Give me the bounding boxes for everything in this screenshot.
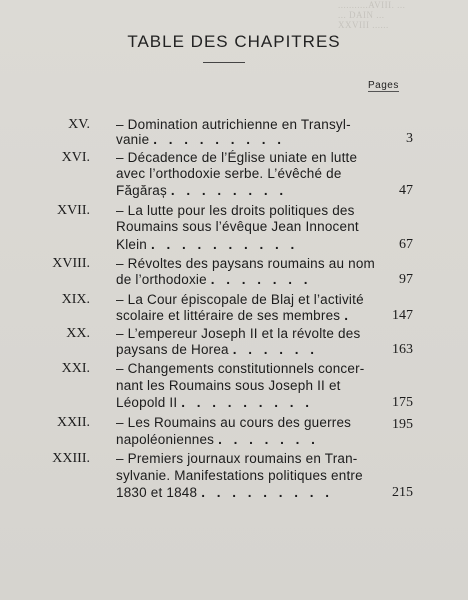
chapter-title-line: Făgăraș . . . . . . . . — [116, 183, 288, 198]
page-number: 163 — [392, 342, 413, 357]
chapter-title-line: – Les Roumains au cours des guerres — [116, 415, 352, 430]
chapter-number: XXII. — [56, 415, 90, 430]
page-number: 195 — [392, 417, 413, 432]
chapter-title-line: sylvanie. Manifestations politiques entre — [116, 468, 363, 483]
chapter-title-line: – Domination autrichienne en Transyl- — [116, 117, 351, 132]
chapter-number: XXI. — [61, 361, 90, 376]
chapter-title-line: Léopold II . . . . . . . . . — [116, 395, 314, 410]
page-number: 3 — [406, 131, 413, 146]
chapter-title-line: – Révoltes des paysans roumains au nom — [116, 256, 375, 271]
chapter-title-line: paysans de Horea . . . . . . — [116, 342, 318, 357]
chapter-title-line: – Changements constitutionnels concer- — [116, 361, 365, 376]
chapter-title-line: – L’empereur Joseph II et la révolte des — [116, 326, 361, 341]
chapter-title-line: 1830 et 1848 . . . . . . . . . — [116, 485, 333, 500]
page-number: 97 — [399, 272, 413, 287]
chapter-number: XVI. — [61, 150, 90, 165]
chapter-number: XX. — [66, 326, 90, 341]
chapter-title-line: scolaire et littéraire de ses membres . — [116, 308, 352, 323]
page-title: TABLE DES CHAPITRES — [127, 32, 341, 51]
chapter-number: XVIII. — [52, 256, 90, 271]
chapter-title-line: vanie . . . . . . . . . — [116, 132, 285, 147]
title-rule — [203, 62, 245, 63]
bleed-through-text: ...........AVIII. ... ... DAIN ... XXVIII ...... — [338, 0, 406, 30]
page-number: 67 — [399, 237, 413, 252]
page-number: 175 — [392, 395, 413, 410]
chapter-number: XVII. — [56, 203, 90, 218]
chapter-number: XXIII. — [52, 451, 90, 466]
chapter-title-line: Roumains sous l’évêque Jean Innocent — [116, 219, 359, 234]
chapter-title-line: de l’orthodoxie . . . . . . . — [116, 272, 312, 287]
chapter-title-line: – Décadence de l’Église uniate en lutte — [116, 150, 358, 165]
chapter-title-line: avec l’orthodoxie serbe. L’évêché de — [116, 166, 342, 181]
page-number: 147 — [392, 308, 413, 323]
chapter-title-line: nant les Roumains sous Joseph II et — [116, 378, 341, 393]
chapter-title-line: – La Cour épiscopale de Blaj et l’activité — [116, 292, 364, 307]
chapter-title-line: napoléoniennes . . . . . . . — [116, 432, 319, 447]
pages-column-label: Pages — [368, 80, 399, 91]
chapter-title-line: – La lutte pour les droits politiques des — [116, 203, 355, 218]
chapter-number: XV. — [68, 117, 90, 132]
chapter-number: XIX. — [61, 292, 90, 307]
page-number: 47 — [399, 183, 413, 198]
chapter-title-line: – Premiers journaux roumains en Tran- — [116, 451, 358, 466]
page-number: 215 — [392, 485, 413, 500]
chapter-title-line: Klein . . . . . . . . . . — [116, 237, 299, 252]
